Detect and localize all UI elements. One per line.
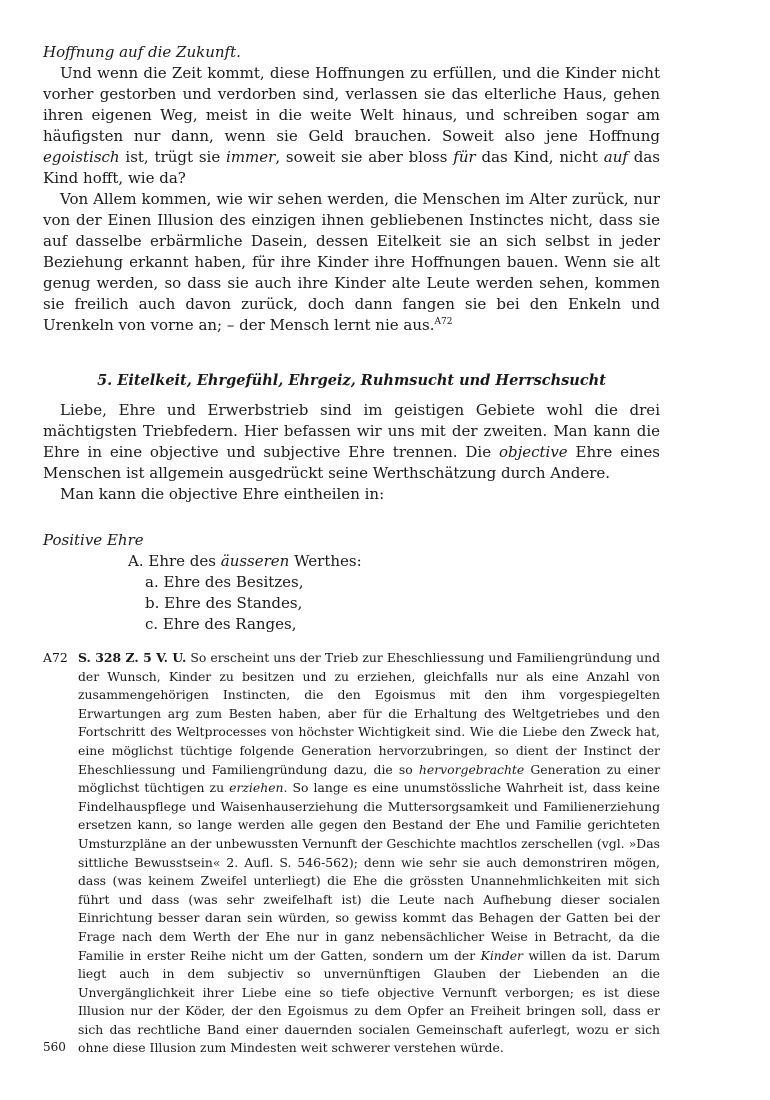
paragraph-2: Und wenn die Zeit kommt, diese Hoffnungen zu erfüllen, und die Kinder nicht vorher gestorben und verdorben sind, verlassen sie das elterliche Haus, gehen ihren eigenen Weg, meist in die weite Welt hinaus, und schreiben sogar am häufigsten nur dann, wenn sie Geld brauchen. Soweit also jene Hoffnung egoistisch ist, trügt sie immer, soweit sie aber bloss für das Kind, nicht auf das Kind hofft, wie da? <box>43 64 660 187</box>
page-number: 560 <box>43 1040 66 1054</box>
list-item-a: A. Ehre des äusseren Werthes: <box>128 552 362 570</box>
paragraph-5: Man kann die objective Ehre eintheilen in: <box>60 485 385 503</box>
section-heading: 5. Eitelkeit, Ehrgefühl, Ehrgeiz, Ruhmsucht und Herrschsucht <box>97 372 606 389</box>
paragraph-3: Von Allem kommen, wie wir sehen werden, die Menschen im Alter zurück, nur von der Einen Illusion des einzigen ihnen gebliebenen Instinctes nicht, dass sie auf dasselbe erbärmliche Dasein, dessen Eitelkeit sie an sich selbst in jeder Beziehung erkannt haben, für ihre Kinder ihre Hoffnungen bauen. Wenn sie alt genug werden, so dass sie auch ihre Kinder alte Leute werden sehen, kommen sie freilich auch davon zurück, doch dann fangen sie bei den Enkeln und Urenkeln von vorne an; – der Mensch lernt nie aus.$^{A72}$ <box>43 190 660 334</box>
list-subitem: a. Ehre des Besitzes, <box>145 573 304 591</box>
list-subitem: b. Ehre des Standes, <box>145 594 303 612</box>
page-body <box>43 42 660 1058</box>
paragraph-1: Hoffnung auf die Zukunft. <box>43 43 241 61</box>
footnote-a72: A72 S. 328 Z. 5 V. U. So erscheint uns der Trieb zur Eheschliessung und Familiengründung und der Wunsch, Kinder zu besitzen und zu erziehen, gleichfalls nur als eine Anzahl von zusammengehörigen Instincten, die den Egoismus mit den ihm vorgespiegelten Erwartungen arg zum Besten haben, aber für die Erhaltung des Weltgetriebes und den Fortschritt des Weltprocesses von höchster Wichtigkeit sind. Wie die Liebe den Zweck hat, eine möglichst tüchtige folgende Generation hervorzubringen, so dient der Instinct der Eheschliessung und Familiengründung dazu, die so hervorgebrachte Generation zu einer möglichst tüchtigen zu erziehen. So lange es eine unumstössliche Wahrheit ist, dass keine Findelhauspflege und Waisenhauserziehung die Muttersorgsamkeit und Familienerziehung ersetzen kann, so lange werden alle gegen den Bestand der Ehe und Familie gerichteten Umsturzpläne an der unbewussten Vernunft der Geschichte machtlos zerschellen (vgl. »Das sittliche Bewusstsein« 2. Aufl. S. 546-562); denn wie sehr sie auch demonstriren mögen, dass (was keinem Zweifel unterliegt) die Ehe die grössten Unannehmlichkeiten mit sich führt und dass (was sehr zweifelhaft ist) die Leute nach Aufhebung dieser socialen Einrichtung besser daran sein würden, so gewiss kommt das Behagen der Gatten bei der Frage nach dem Werth der Ehe nur in ganz nebensächlicher Weise in Betracht, da die Familie in erster Reihe nicht um der Gatten, sondern um der Kinder willen da ist. Darum liegt auch in dem subjectiv so unvernünftigen Glauben der Liebenden an die Unvergänglichkeit ihrer Liebe eine so tiefe objective Vernunft verborgen; es ist diese Illusion nur der Köder, der den Egoismus zu dem Opfer an Freiheit bringen soll, dass er sich das rechtliche Band einer dauernden socialen Gemeinschaft auferlegt, wozu er sich ohne diese Illusion zum Mindesten weit schwerer verstehen würde. <box>43 650 660 1056</box>
footnote-reference: S. 328 Z. 5 V. U. <box>78 650 187 665</box>
footnote-label: A72 <box>43 650 68 665</box>
list-subitem: c. Ehre des Ranges, <box>145 615 297 633</box>
list-heading: Positive Ehre <box>43 531 144 549</box>
paragraph-4: Liebe, Ehre und Erwerbstrieb sind im geistigen Gebiete wohl die drei mächtigsten Triebfedern. Hier befassen wir uns mit der zweiten. Man kann die Ehre in eine objective und subjective Ehre trennen. Die objective Ehre eines Menschen ist allgemein ausgedrückt seine Werthschätzung durch Andere. <box>43 401 660 482</box>
footnote-marker[interactable]: A72 <box>434 317 453 327</box>
